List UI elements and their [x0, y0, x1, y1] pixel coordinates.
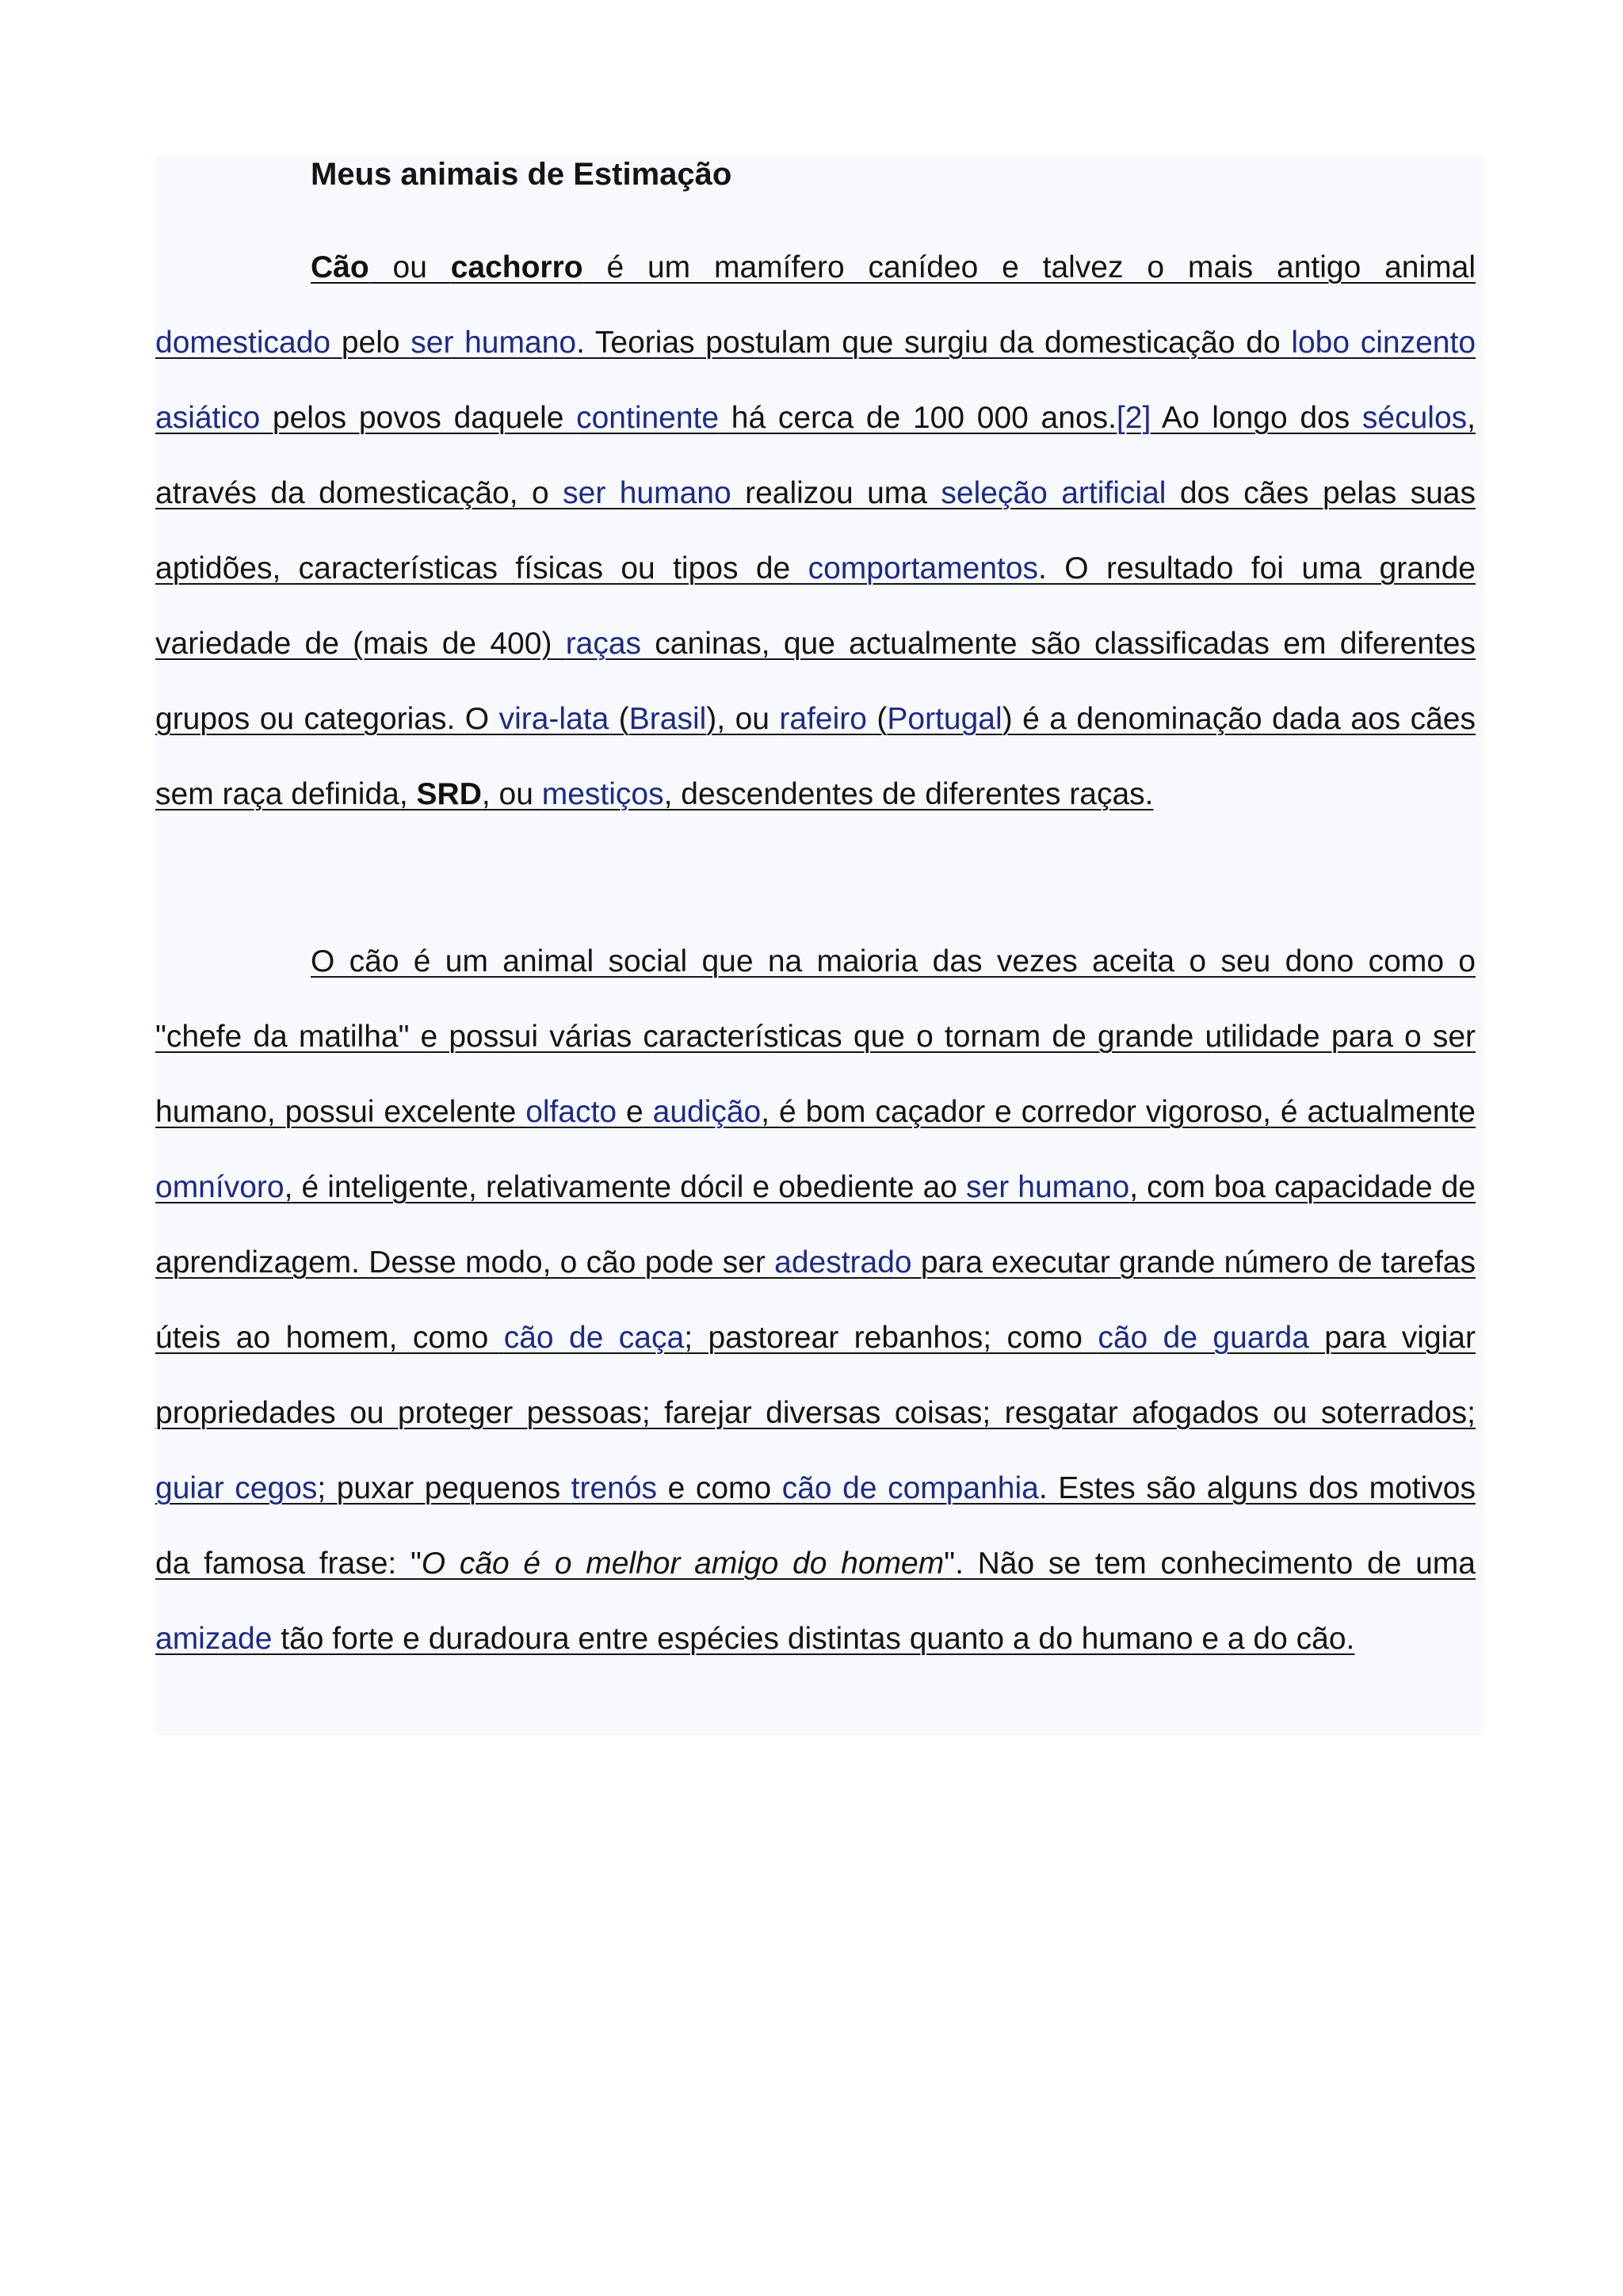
text-run: ou	[369, 250, 451, 284]
text-run: Ao longo dos	[1151, 401, 1362, 435]
text-run: ) é a denominação dada aos cães sem raça definida,	[155, 702, 1476, 811]
text-run: pelo	[330, 326, 411, 360]
bold-term-cachorro: cachorro	[450, 250, 583, 284]
link-selecao-artificial[interactable]: seleção artificial	[941, 476, 1167, 510]
text-run: , ou	[481, 777, 542, 811]
text-run: e	[617, 1095, 653, 1129]
link-amizade[interactable]: amizade	[155, 1622, 273, 1656]
text-run: , é bom caçador e corredor vigoroso, é actualmente	[761, 1095, 1476, 1129]
text-run: tão forte e duradoura entre espécies distintas quanto a do humano e a do cão.	[272, 1622, 1355, 1656]
text-run: dos cães pelas suas aptidões, características físicas ou tipos de	[155, 476, 1476, 585]
link-trenos[interactable]: trenós	[571, 1471, 658, 1505]
text-run: ". Não se tem conhecimento de uma	[944, 1547, 1476, 1581]
text-run: para executar grande número de tarefas úteis ao homem, como	[155, 1245, 1476, 1355]
paragraph-dog-definition	[155, 230, 1476, 832]
text-run: e como	[657, 1471, 782, 1505]
text-run: ; puxar pequenos	[317, 1471, 571, 1505]
text-run: realizou uma	[731, 476, 941, 510]
text-run: (	[866, 702, 888, 736]
text-run: pelos povos daquele	[260, 401, 577, 435]
text-run: , com boa capacidade de aprendizagem. Desse modo, o cão pode ser	[155, 1170, 1476, 1280]
link-adestrado[interactable]: adestrado	[774, 1245, 912, 1280]
text-run: , descendentes de diferentes raças.	[663, 777, 1154, 811]
link-omnivoro[interactable]: omnívoro	[155, 1170, 285, 1204]
text-run: , é inteligente, relativamente dócil e obediente ao	[284, 1170, 967, 1204]
link-seculos[interactable]: séculos	[1361, 401, 1468, 435]
link-ser-humano[interactable]: ser humano	[411, 326, 577, 360]
text-run: ), ou	[706, 702, 780, 736]
link-olfacto[interactable]: olfacto	[525, 1095, 617, 1129]
link-audicao[interactable]: audição	[652, 1095, 762, 1129]
link-ser-humano[interactable]: ser humano	[563, 476, 731, 510]
link-comportamentos[interactable]: comportamentos	[808, 551, 1039, 585]
text-run: para vigiar propriedades ou proteger pessoas; farejar diversas coisas; resgatar afogados ou soterrados;	[155, 1321, 1476, 1430]
link-cao-de-caca[interactable]: cão de caça	[503, 1321, 685, 1355]
link-ser-humano[interactable]: ser humano	[966, 1170, 1130, 1204]
text-run: (	[609, 702, 629, 736]
text-run: há cerca de 100 000 anos.	[719, 401, 1117, 435]
text-run: caninas, que actualmente são classificadas em diferentes grupos ou categorias. O	[155, 627, 1476, 736]
link-brasil[interactable]: Brasil	[628, 702, 707, 736]
text-run: , através da domesticação, o	[155, 401, 1476, 510]
link-guiar-cegos[interactable]: guiar cegos	[155, 1471, 318, 1505]
text-run: . Teorias postulam que surgiu da domesticação do	[576, 326, 1292, 360]
link-cao-de-companhia[interactable]: cão de companhia	[781, 1471, 1039, 1505]
text-run: O cão é um animal social que na maioria das vezes aceita o seu dono como o "chefe da matilha" e possui várias características que o tornam de grande utilidade para o ser humano, possui excelente	[155, 944, 1476, 1129]
text-run: é um mamífero canídeo e talvez o mais antigo animal	[582, 250, 1476, 284]
link-lobo-cinzento-asiatico[interactable]: lobo cinzento asiático	[155, 326, 1476, 435]
link-vira-lata[interactable]: vira-lata	[498, 702, 609, 736]
link-cao-de-guarda[interactable]: cão de guarda	[1098, 1321, 1309, 1355]
link-domesticado[interactable]: domesticado	[155, 326, 331, 360]
link-racas[interactable]: raças	[565, 627, 642, 661]
footnote-link-2[interactable]: [2]	[1116, 401, 1151, 435]
link-continente[interactable]: continente	[576, 401, 720, 435]
document-title: Meus animais de Estimação	[311, 157, 732, 192]
text-run: . Estes são alguns dos motivos da famosa frase: "	[155, 1471, 1476, 1581]
text-run: ; pastorear rebanhos; como	[684, 1321, 1098, 1355]
text-run: . O resultado foi uma grande variedade de (mais de 400)	[155, 551, 1476, 661]
link-portugal[interactable]: Portugal	[887, 702, 1002, 736]
link-mesticos[interactable]: mestiços	[541, 777, 664, 811]
bold-term-cao: Cão	[311, 250, 369, 284]
italic-quote: O cão é o melhor amigo do homem	[421, 1547, 945, 1581]
bold-term-srd: SRD	[416, 777, 482, 811]
paragraph-dog-characteristics	[155, 924, 1476, 1676]
link-rafeiro[interactable]: rafeiro	[779, 702, 867, 736]
